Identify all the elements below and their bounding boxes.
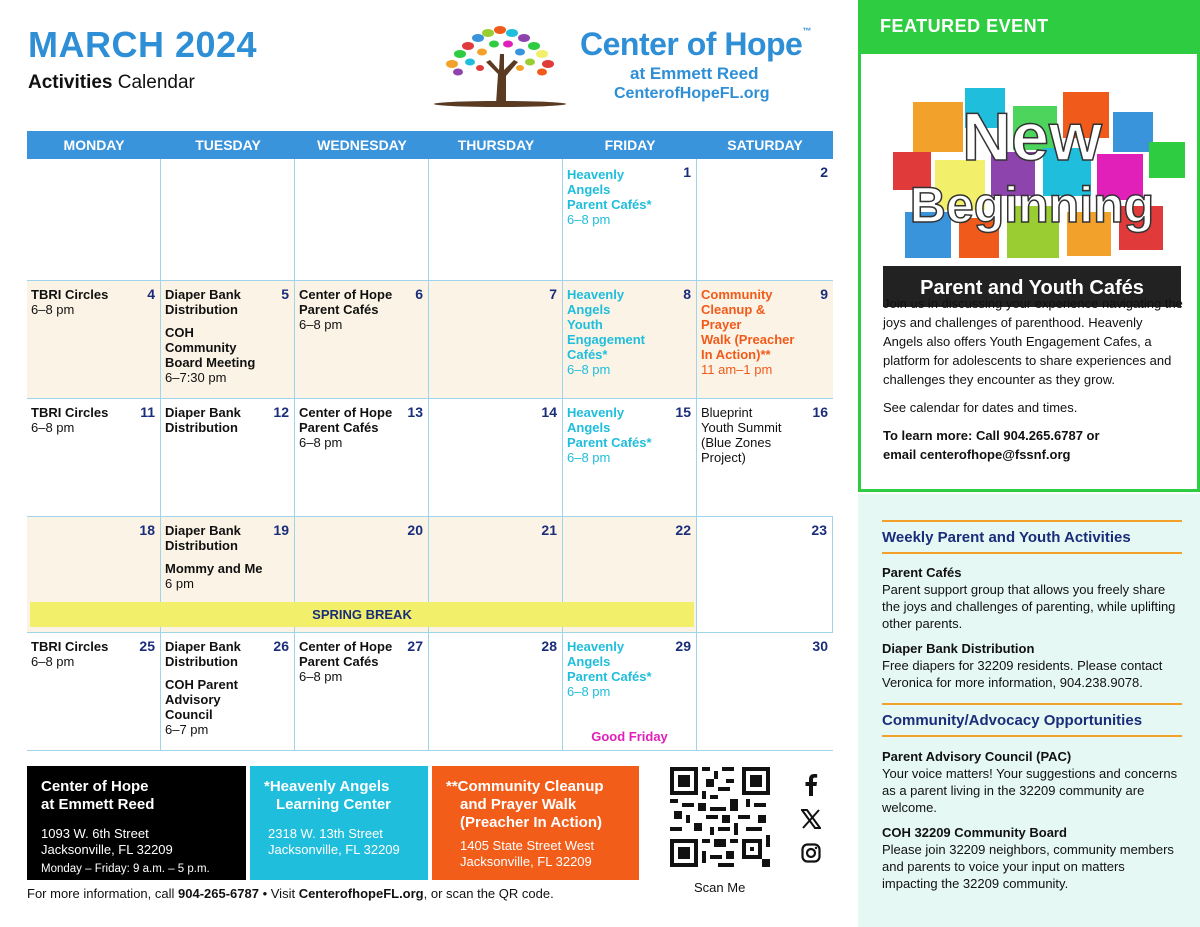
event-diaper-bank: Diaper Bank Distribution	[165, 639, 241, 669]
day-cell-29[interactable]	[563, 633, 697, 750]
day-number: 18	[139, 522, 155, 538]
day-number: 9	[820, 286, 828, 302]
location-address: 2318 W. 13th Street	[268, 826, 383, 841]
calendar-day-header	[27, 131, 833, 159]
day-cell-27[interactable]	[295, 633, 429, 750]
day-number: 27	[407, 638, 423, 654]
day-header-saturday: SATURDAY	[727, 137, 803, 153]
day-cell-1[interactable]	[563, 159, 697, 280]
day-cell-5[interactable]	[161, 281, 295, 398]
location-title: Center of Hope	[41, 778, 149, 795]
event-parent-advisory-council: COH Parent Advisory Council 6–7 pm	[165, 677, 238, 737]
pac-info: Parent Advisory Council (PAC) Your voice matters! Your suggestions and concerns as a parent living in the 32209 community are welcome.	[882, 749, 1178, 815]
featured-see-calendar: See calendar for dates and times.	[883, 400, 1078, 415]
qr-code-icon[interactable]	[670, 767, 770, 867]
day-number: 4	[147, 286, 155, 302]
day-cell-9[interactable]	[697, 281, 833, 398]
location-subtitle: (Preacher In Action)	[460, 814, 602, 831]
day-number: 2	[820, 164, 828, 180]
event-heavenly-angels: Heavenly Angels Parent Cafés* 6–8 pm	[567, 405, 652, 465]
day-number: 11	[140, 404, 155, 420]
location-box-center-of-hope	[27, 766, 246, 880]
day-cell-28[interactable]	[429, 633, 563, 750]
day-header-tuesday: TUESDAY	[195, 137, 261, 153]
calendar-week-1	[27, 159, 833, 281]
day-cell-4[interactable]	[27, 281, 161, 398]
day-cell-15[interactable]	[563, 399, 697, 516]
event-tbri-circles: TBRI Circles 6–8 pm	[31, 639, 109, 669]
featured-learn-more: To learn more: Call 904.265.6787 or	[883, 428, 1100, 443]
day-cell-2[interactable]	[697, 159, 833, 280]
event-heavenly-angels: Heavenly Angels Parent Cafés* 6–8 pm	[567, 639, 652, 699]
good-friday-label: Good Friday	[591, 729, 668, 744]
location-city: Jacksonville, FL 32209	[268, 842, 400, 857]
day-cell-23[interactable]	[697, 517, 833, 632]
event-tbri-circles: TBRI Circles 6–8 pm	[31, 287, 109, 317]
scan-me-label: Scan Me	[694, 880, 746, 895]
diaper-bank-info: Diaper Bank Distribution Free diapers for 32209 residents. Please contact Veronica for more information, 904.238.9078.	[882, 641, 1163, 690]
location-title: *Heavenly Angels	[264, 778, 390, 795]
day-cell-30[interactable]	[697, 633, 833, 750]
new-beginning-artwork	[873, 82, 1191, 307]
location-address: 1405 State Street West	[460, 838, 595, 853]
featured-event-panel	[858, 54, 1200, 492]
art-title-new: New	[962, 99, 1102, 175]
day-cell-12[interactable]	[161, 399, 295, 516]
event-diaper-bank: Diaper Bank Distribution	[165, 523, 241, 553]
location-subtitle: at Emmett Reed	[41, 796, 155, 813]
event-coh-board-meeting: COH Community Board Meeting 6–7:30 pm	[165, 325, 256, 385]
featured-email[interactable]: email centerofhope@fssnf.org	[883, 447, 1071, 462]
contact-footnote: For more information, call 904-265-6787 • Visit CenterofhopeFL.org, or scan the QR code.	[27, 886, 554, 901]
event-tbri-circles: TBRI Circles 6–8 pm	[31, 405, 109, 435]
brand-name: Center of Hope™	[580, 26, 811, 62]
tree-logo-icon	[430, 24, 570, 108]
parent-cafes-info: Parent Cafés Parent support group that allows you freely share the joys and challenges of parenting, while uplifting other parents.	[882, 565, 1176, 631]
day-number: 30	[812, 638, 828, 654]
day-number: 28	[541, 638, 557, 654]
art-title-beginning: Beginning	[909, 177, 1155, 233]
event-parent-cafes: Center of Hope Parent Cafés 6–8 pm	[299, 405, 393, 450]
location-city: Jacksonville, FL 32209	[41, 842, 173, 857]
event-parent-cafes: Center of Hope Parent Cafés 6–8 pm	[299, 287, 393, 332]
x-icon[interactable]	[798, 806, 824, 832]
day-cell-25[interactable]	[27, 633, 161, 750]
featured-description	[883, 294, 1185, 464]
day-cell-6[interactable]	[295, 281, 429, 398]
calendar-week-5	[27, 633, 833, 751]
event-youth-engagement: Heavenly Angels Youth Engagement Cafés* 6–8 pm	[567, 287, 646, 377]
art-subtitle: Parent and Youth Cafés	[920, 277, 1144, 299]
brand-url-link[interactable]: CenterofHopeFL.org	[614, 85, 770, 102]
day-cell-11[interactable]	[27, 399, 161, 516]
community-advocacy-heading: Community/Advocacy Opportunities	[882, 703, 1182, 737]
day-number: 20	[407, 522, 423, 538]
calendar-grid	[27, 131, 833, 751]
day-header-wednesday: WEDNESDAY	[317, 137, 407, 153]
location-title: **Community Cleanup	[446, 778, 604, 795]
day-cell-16[interactable]	[697, 399, 833, 516]
day-number: 23	[811, 522, 827, 538]
instagram-icon[interactable]	[798, 840, 824, 866]
event-community-cleanup: Community Cleanup & Prayer Walk (Preacher In Action)** 11 am–1 pm	[701, 287, 795, 377]
day-number: 25	[139, 638, 155, 654]
day-cell-14[interactable]	[429, 399, 563, 516]
day-cell-7[interactable]	[429, 281, 563, 398]
day-cell-empty	[429, 159, 563, 280]
event-diaper-bank: Diaper Bank Distribution	[165, 287, 241, 317]
event-heavenly-angels: Heavenly Angels Parent Cafés* 6–8 pm	[567, 167, 652, 227]
day-number: 8	[683, 286, 691, 302]
facebook-icon[interactable]	[798, 772, 824, 798]
event-diaper-bank: Diaper Bank Distribution	[165, 405, 241, 435]
day-number: 26	[273, 638, 289, 654]
featured-event-header: FEATURED EVENT	[858, 0, 1200, 54]
location-city: Jacksonville, FL 32209	[460, 854, 592, 869]
location-address: 1093 W. 6th Street	[41, 826, 149, 841]
day-number: 19	[273, 522, 289, 538]
location-box-heavenly-angels	[250, 766, 428, 880]
day-cell-empty	[161, 159, 295, 280]
location-box-community-cleanup	[432, 766, 639, 880]
page-subtitle: Activities Calendar	[28, 72, 195, 93]
brand-subtitle: at Emmett Reed	[630, 64, 759, 83]
day-cell-empty	[295, 159, 429, 280]
calendar-week-2	[27, 281, 833, 399]
day-number: 14	[541, 404, 557, 420]
day-number: 22	[675, 522, 691, 538]
calendar-week-3	[27, 399, 833, 517]
spring-break-banner: SPRING BREAK	[30, 602, 694, 627]
location-subtitle: and Prayer Walk	[460, 796, 577, 813]
event-parent-cafes: Center of Hope Parent Cafés 6–8 pm	[299, 639, 393, 684]
day-header-monday: MONDAY	[63, 137, 125, 153]
day-number: 7	[549, 286, 557, 302]
day-number: 13	[407, 404, 423, 420]
page-title: MARCH 2024	[28, 24, 258, 65]
day-cell-8[interactable]	[563, 281, 697, 398]
day-number: 5	[281, 286, 289, 302]
day-number: 1	[683, 164, 691, 180]
location-subtitle: Learning Center	[276, 796, 392, 813]
day-cell-13[interactable]	[295, 399, 429, 516]
day-cell-26[interactable]	[161, 633, 295, 750]
day-number: 16	[812, 404, 828, 420]
day-number: 6	[415, 286, 423, 302]
featured-desc-text: Join us in discussing your experience navigating the joys and challenges of parenthood. Heavenly Angels also offers Youth Engagement Cafes, a platform for adolescents to share experiences and challenges they encounter as they grow.	[883, 296, 1183, 387]
day-header-friday: FRIDAY	[604, 137, 656, 153]
calendar-week-4	[27, 517, 833, 633]
day-header-thursday: THURSDAY	[457, 137, 535, 153]
weekly-activities-heading: Weekly Parent and Youth Activities	[882, 520, 1182, 554]
day-cell-empty	[27, 159, 161, 280]
day-number: 12	[273, 404, 289, 420]
activities-sidebar	[858, 494, 1200, 927]
day-number: 15	[675, 404, 691, 420]
day-number: 21	[541, 522, 557, 538]
day-number: 29	[675, 638, 691, 654]
community-board-info: COH 32209 Community Board Please join 32209 neighbors, community members and parents to voice your input on matters impacting the 32209 community.	[882, 825, 1174, 891]
location-hours: Monday – Friday: 9 a.m. – 5 p.m.	[41, 863, 210, 875]
event-mommy-and-me: Mommy and Me 6 pm	[165, 561, 263, 591]
event-blueprint-summit: Blueprint Youth Summit (Blue Zones Project)	[701, 405, 782, 465]
